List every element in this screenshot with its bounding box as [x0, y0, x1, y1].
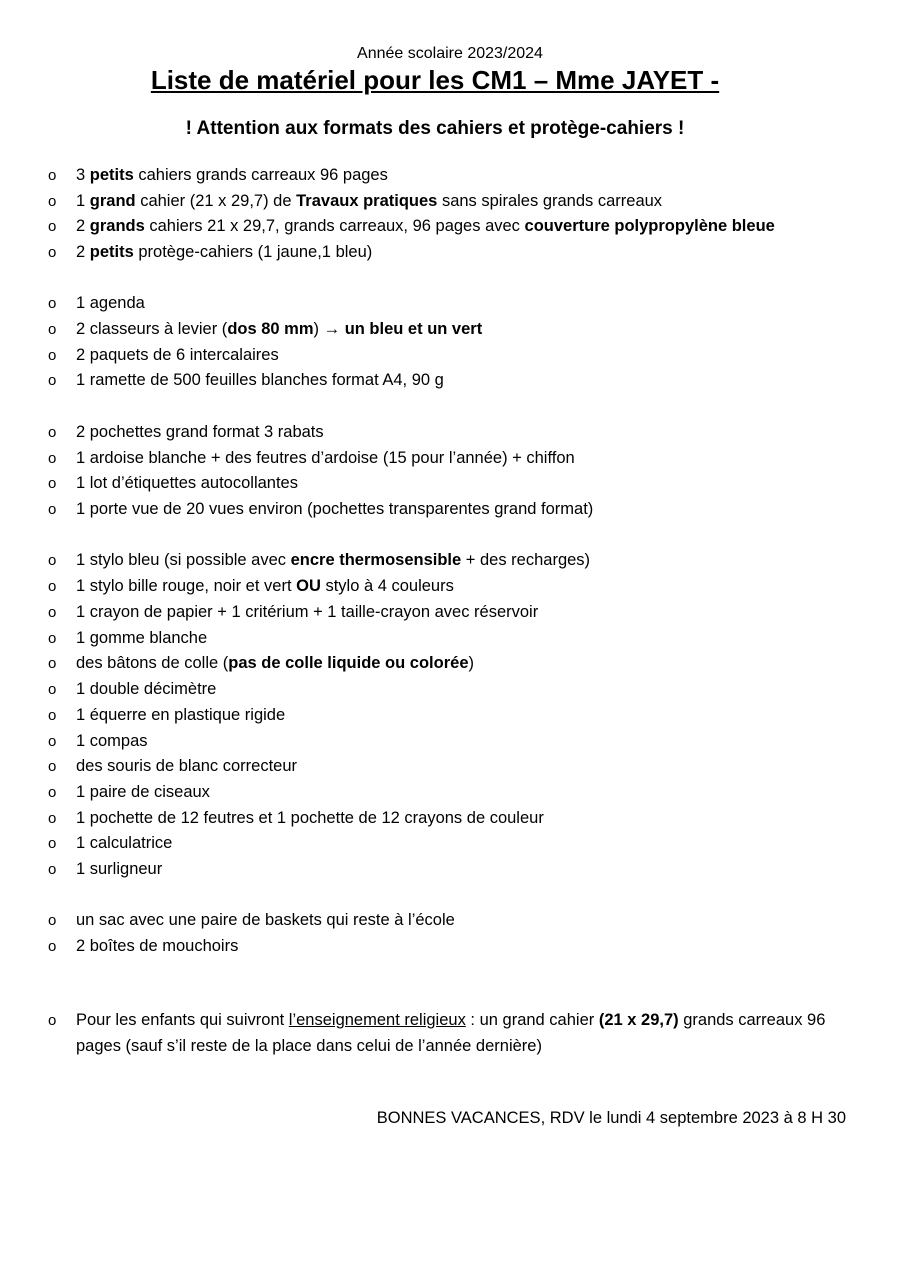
list-bullet: o [48, 475, 57, 492]
list-bullet: o [48, 938, 57, 955]
list-bullet: o [48, 347, 57, 364]
list-bullet: o [48, 295, 57, 312]
religion-underlined: l’enseignement religieux [288, 1011, 466, 1029]
list-bullet: o [48, 912, 57, 929]
list-bullet: o [48, 218, 57, 235]
page-title: Liste de matériel pour les CM1 – Mme JAYET - [150, 65, 720, 95]
list-bullet: o [48, 552, 57, 569]
format-warning: ! Attention aux formats des cahiers et protège-cahiers ! [185, 118, 685, 139]
list-bullet: o [48, 501, 57, 518]
list-bullet: o [48, 578, 57, 595]
list-bullet: o [48, 321, 57, 338]
list-bullet: o [48, 450, 57, 467]
list-bullet: o [48, 630, 57, 647]
list-bullet: o [48, 784, 57, 801]
list-bullet: o [48, 1012, 57, 1029]
list-bullet: o [48, 604, 57, 621]
list-bullet: o [48, 167, 57, 184]
list-bullet: o [48, 681, 57, 698]
list-bullet: o [48, 707, 57, 724]
list-bullet: o [48, 733, 57, 750]
closing-note: BONNES VACANCES, RDV le lundi 4 septembre 2023 à 8 H 30 [376, 1109, 846, 1127]
list-bullet: o [48, 810, 57, 827]
list-bullet: o [48, 424, 57, 441]
list-bullet: o [48, 758, 57, 775]
list-bullet: o [48, 193, 57, 210]
school-year: Année scolaire 2023/2024 [357, 45, 543, 62]
document-page: Année scolaire 2023/2024 Liste de matériel pour les CM1 – Mme JAYET - ! Attention aux formats des cahiers et protège-cahiers ! o 3 petits cahiers grands carreaux 96 pages o 1 grand cahier (21 x 29,7) de Travaux pratiques sans spirales grands carreaux o 2 grands cahiers 21 x 29,7, grands carreaux, 96 pages avec couverture polypropylène bleue o 2 petits protège-cahiers (1 jaune,1 bleu) o 1 agenda o 2 classeurs à levier (dos 80 mm) → un bleu et un vert o 2 paquets de 6 intercalaires o 1 ramette de 500 feuilles blanches format A4, 90 g o 2 pochettes grand format 3 rabats o 1 ardoise blanche + des feutres d’ardoise (15 pour l’année) + chiffon o 1 lot d’étiquettes autocollantes o 1 porte vue de 20 vues environ (pochettes transparentes grand format) o 1 stylo bleu (si possible avec encre thermosensible + des recharges) o 1 stylo bille rouge, noir et vert OU stylo à 4 couleurs o 1 crayon de papier + 1 critérium + 1 taille-crayon avec réservoir o 1 gomme blanche o des bâtons de colle (pas de colle liquide ou colorée) o 1 double décimètre o 1 équerre en plastique rigide o 1 compas o des souris de blanc correcteur o 1 paire de ciseaux o 1 pochette de 12 feutres et 1 pochette de 12 crayons de couleur o 1 calculatrice o 1 surligneur o un sac avec une paire de baskets qui reste à l’école o 2 boîtes de mouchoirs o Pour les enfants qui suivront l’enseignement religieux : un grand cahier (21 x 29,7) grands carreaux 96 pages (sauf s’il reste de la place dans celui de l’année dernière) BONNES VACANCES, RDV le lundi 4 septembre 2023 à 8 H 30 [0, 0, 900, 1274]
list-bullet: o [48, 655, 57, 672]
list-bullet: o [48, 861, 57, 878]
list-bullet: o [48, 835, 57, 852]
list-bullet: o [48, 372, 57, 389]
list-bullet: o [48, 244, 57, 261]
